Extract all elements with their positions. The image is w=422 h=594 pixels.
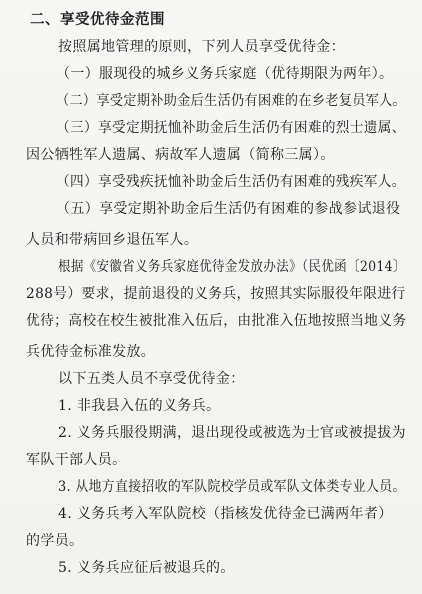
exclusion-item-4-line-1: 4. 义务兵考入军队院校（指核发优待金已满两年者） [58,505,393,522]
item-3-line-1: （三）享受定期抚恤补助金后生活仍有困难的烈士遗属、 [56,120,406,137]
exclusions-intro: 以下五类人员不享受优待金： [58,370,245,387]
exclusion-item-1: 1. 非我县入伍的义务兵。 [58,397,221,414]
item-3-line-2: 因公牺牲军人遗属、病故军人遗属（简称三属）。 [26,147,335,164]
exclusion-item-5: 5. 义务兵应征后被退兵的。 [58,559,235,576]
item-5-line-2: 人员和带病回乡退伍军人。 [26,231,199,248]
item-1-line: （一）服现役的城乡义务兵家庭（优待期限为两年）。 [56,66,394,83]
exclusion-item-2-line-2: 军队干部人员。 [26,451,127,468]
paragraph-line-1: 根据《安徽省义务兵家庭优待金发放办法》（民优函〔2014〕 [58,258,406,275]
item-2-line: （二）享受定期补助金后生活仍有困难的在乡老复员军人。 [56,93,407,110]
item-4-line: （四）享受残疾抚恤补助金后生活仍有困难的残疾军人。 [56,174,406,191]
paragraph-line-4: 兵优待金标准发放。 [26,343,156,360]
exclusion-item-4-line-2: 的学员。 [26,532,84,549]
paragraph-line-2: 288号）要求，提前退役的义务兵，按照其实际服役年限进行 [26,285,406,302]
intro-line: 按照属地管理的原则，下列人员享受优待金： [58,39,345,56]
exclusion-item-3: 3. 从地方直接招收的军队院校学员或军队文体类专业人员。 [58,478,406,495]
item-5-line-1: （五）享受定期补助金后生活仍有困难的参战参试退役 [56,201,401,218]
paragraph-line-3: 优待；高校在校生被批准入伍后，由批准入伍地按照当地义务 [26,313,407,329]
exclusion-item-2-line-1: 2. 义务兵服役期满，退出现役或被选为士官或被提拔为 [58,424,406,441]
section-title: 二、享受优待金范围 [30,12,165,28]
